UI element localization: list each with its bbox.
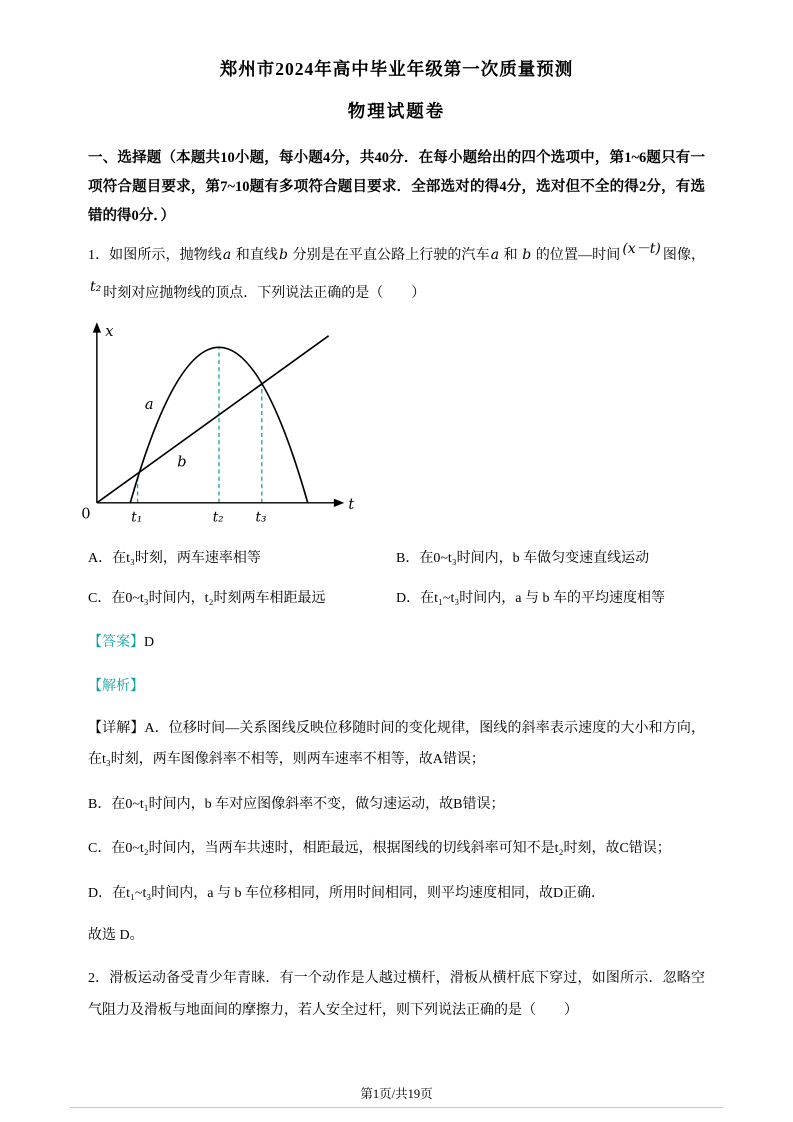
q1-var-b: b (279, 247, 288, 263)
page-subtitle: 物理试题卷 (347, 101, 446, 121)
q1-option-b: B．在0~t₃时间内，b 车做匀变速直线运动 (396, 550, 650, 566)
q1-stem-text-3: 分别是在平直公路上行驶的汽车 (288, 248, 490, 263)
t-axis-arrow (334, 498, 344, 506)
analysis-label: 【解析】 (88, 679, 144, 695)
x-axis-arrow (93, 322, 101, 332)
q1-stem-text-4: 和 (500, 248, 522, 263)
q1-detail-b: B．在0~t₁时间内，b 车对应图像斜率不变，做匀速运动，故B错误； (88, 796, 505, 812)
q1-analysis-line (88, 674, 705, 699)
section-intro: 一、选择题（本题共10小题，每小题4分，共40分．在每小题给出的四个选项中，第1~6题只有一项符合题目要求，第7~10题有多项符合题目要求．全部选对的得4分，选对但不全的得2分，有选错的得0分．） (88, 150, 705, 224)
q1-detail-a: 【详解】A．位移时间—关系图线反映位移随时间的变化规律，图线的斜率表示速度的大小和方向，在t₃时刻，两车图像斜率不相等，则两车速率不相等，故A错误； (88, 720, 705, 768)
line-b-label: b (177, 452, 187, 470)
q1-stem-text-7: 时刻对应抛物线的顶点．下列说法正确的是（ ） (103, 285, 426, 301)
q1-figure (78, 317, 705, 531)
q1-var-b2: b (522, 247, 532, 263)
answer-label: 【答案】 (88, 635, 144, 651)
q1-detail-c: C．在0~t₂时间内，当两车共速时，相距最远，根据图线的切线斜率可知不是t₂时刻，故C错误； (88, 841, 671, 857)
q1-options (88, 547, 705, 612)
tick-t2: t₂ (212, 509, 224, 526)
tick-t3: t₃ (255, 509, 267, 526)
q1-var-a2: a (490, 247, 500, 263)
page-number: 第1页/共19页 (360, 1087, 433, 1101)
q1-formula-xt: (x－t) (622, 241, 661, 257)
q1-formula-t2: t₂ (90, 278, 102, 295)
q1-option-c: C．在0~t₃时间内，t₂时刻两车相距最远 (88, 591, 326, 607)
q1-detail-d: D．在t₁~t₃时间内，a 与 b 车位移相同，所用时间相同，则平均速度相同，故D正确． (88, 885, 606, 901)
q1-stem-text-5: 的位置—时间 (532, 248, 621, 263)
q1-stem-text-1: 1．如图所示，抛物线 (88, 248, 222, 263)
origin-label: 0 (81, 505, 91, 523)
q1-var-a: a (222, 247, 232, 263)
q1-stem (88, 237, 705, 313)
footer-rule (70, 1107, 723, 1108)
page-title: 郑州市2024年高中毕业年级第一次质量预测 (219, 59, 574, 79)
q1-stem-text-6: 图像， (662, 248, 706, 263)
position-time-graph (78, 317, 360, 531)
curve-a-label: a (144, 395, 154, 413)
q1-answer-line (88, 630, 705, 655)
q1-option-a: A．在t₃时刻，两车速率相等 (88, 550, 261, 566)
q1-option-d: D．在t₁~t₃时间内，a 与 b 车的平均速度相等 (396, 591, 665, 607)
t-axis-label: t (348, 495, 355, 513)
q2-stem: 2．滑板运动备受青少年青睐．有一个动作是人越过横杆，滑板从横杆底下穿过，如图所示．忽略空气阻力及滑板与地面间的摩擦力，若人安全过杆，则下列说法正确的是（ ） (88, 971, 705, 1019)
answer-value: D (144, 635, 155, 651)
x-axis-label: x (105, 322, 114, 340)
line-b (97, 335, 329, 502)
q1-conclusion: 故选 D。 (88, 928, 144, 944)
tick-t1: t₁ (131, 509, 143, 526)
q1-stem-text-2: 和直线 (232, 248, 278, 263)
page-footer (0, 1084, 793, 1102)
